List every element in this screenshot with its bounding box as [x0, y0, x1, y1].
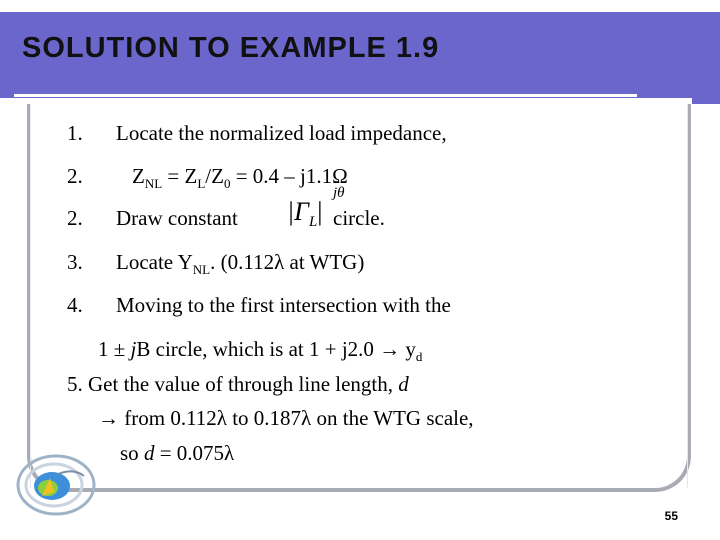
step-5-range: → from 0.112λ to 0.187λ on the WTG scale, — [98, 406, 474, 430]
title-bar-tab — [692, 12, 720, 104]
step-text: Moving to the first intersection with the — [116, 293, 451, 317]
title-divider — [14, 94, 637, 97]
step-number: 2. — [67, 206, 83, 230]
step-5-result: so d = 0.075λ — [120, 441, 235, 465]
right-arrow-icon: → — [98, 406, 119, 430]
phase-term: jθ — [333, 185, 345, 201]
step-text: Locate $Y_{NL}$. (0.112λ at WTG) — [116, 250, 365, 278]
impedance-equation: $Z_{NL} = Z_L/Z_0 = 0.4 - j1.1\Omega$ — [132, 164, 348, 192]
step-4-continuation: 1 ± jB circle, which is at $1 + j2.0 \to y_d$ — [98, 337, 423, 365]
page-number: 55 — [664, 509, 678, 523]
step-5: 5. Get the value of through line length, d — [67, 372, 409, 396]
step-text: Draw constant — [116, 206, 238, 230]
university-logo-icon — [14, 452, 98, 518]
right-arrow-icon: → — [379, 337, 401, 361]
step-number: 3. — [67, 250, 83, 274]
slide-title: SOLUTION TO EXAMPLE 1.9 — [22, 32, 440, 64]
step-number: 2. — [67, 164, 83, 188]
reflection-magnitude: $|\Gamma_L|$ jθ — [287, 185, 345, 231]
step-text: Locate the normalized load impedance, — [116, 121, 447, 145]
step-number: 4. — [67, 293, 83, 317]
step-text-circle: circle. — [333, 206, 385, 230]
step-number: 1. — [67, 121, 83, 145]
